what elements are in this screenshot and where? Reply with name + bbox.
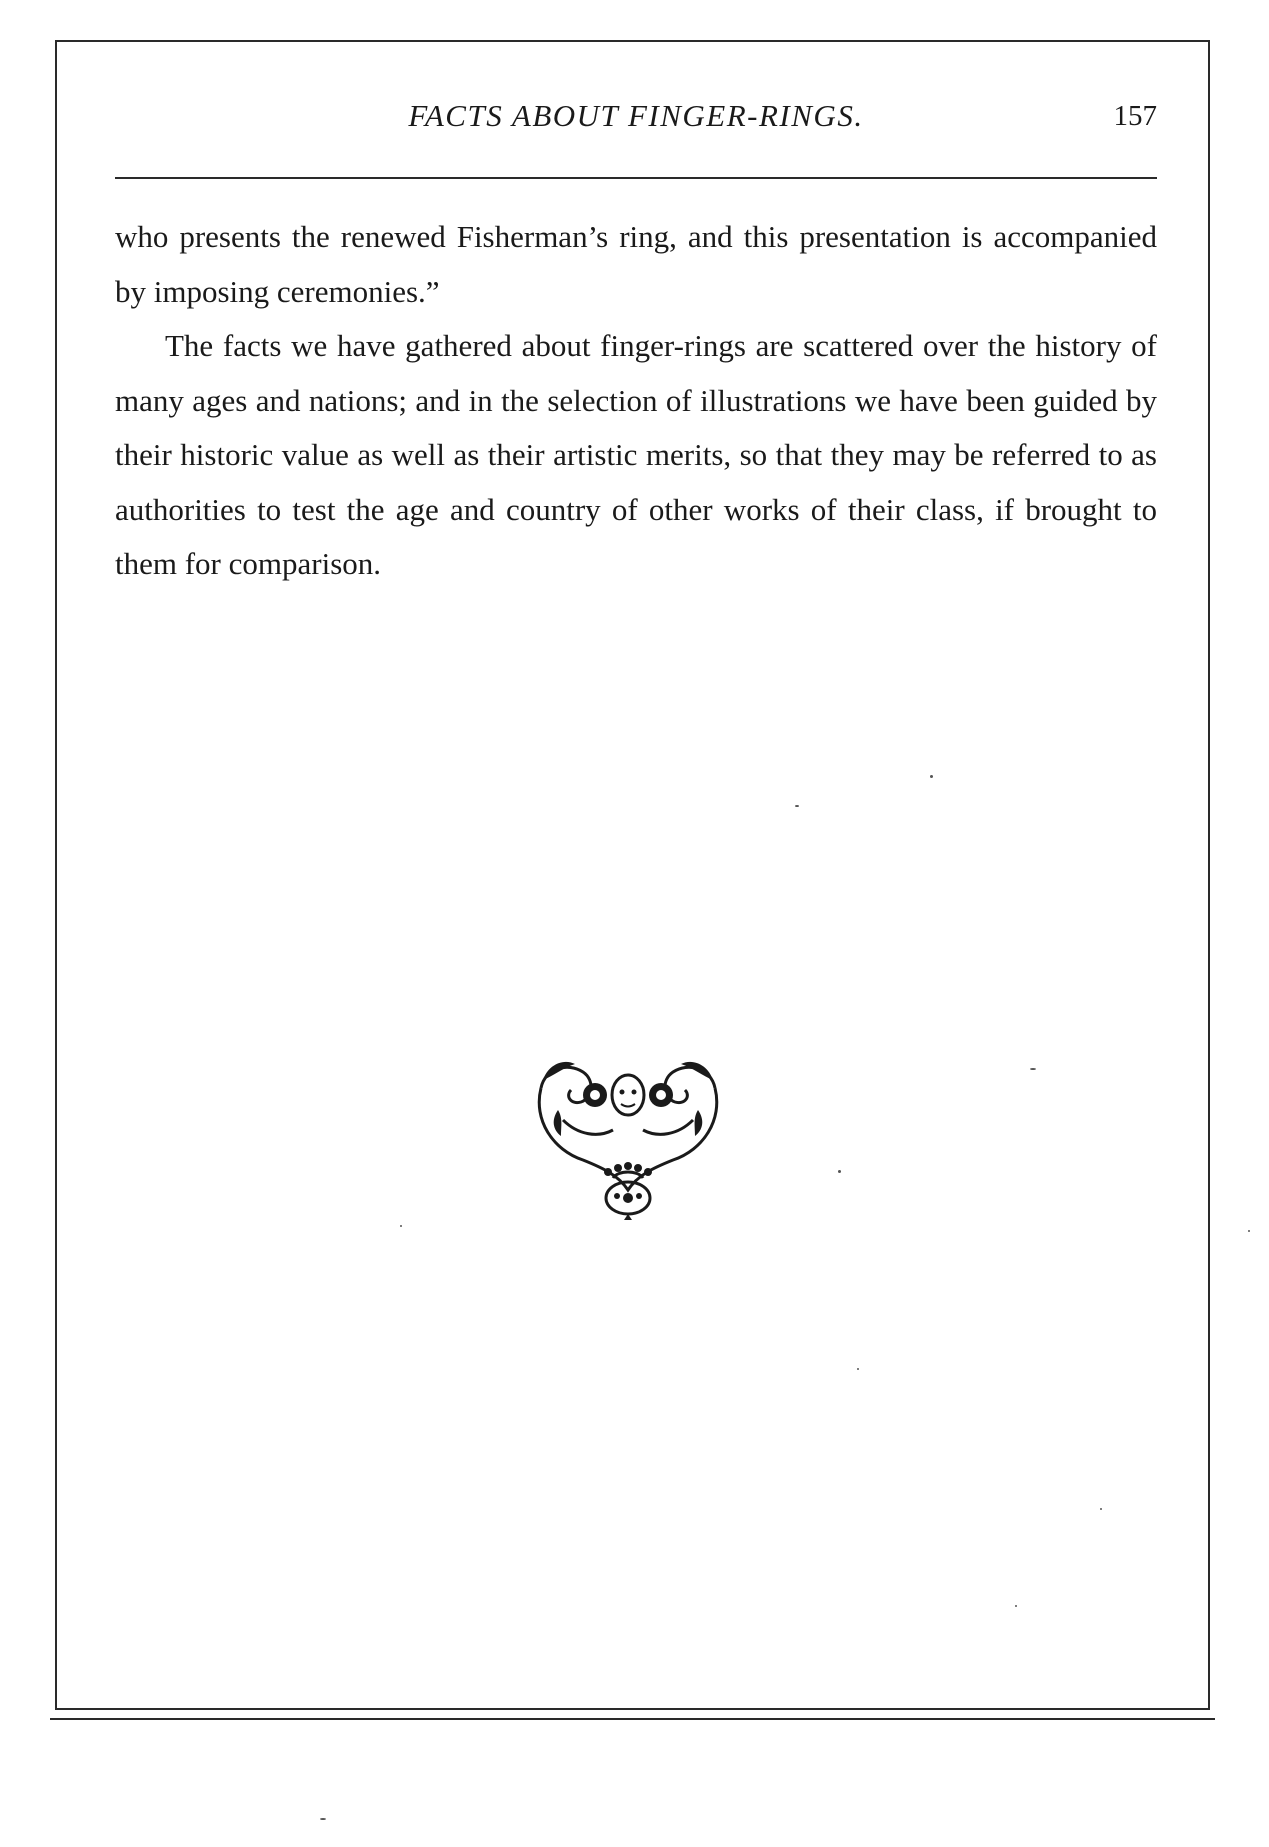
running-title: FACTS ABOUT FINGER-RINGS.	[408, 98, 864, 133]
paper-speck	[320, 1818, 326, 1820]
paper-speck	[838, 1170, 841, 1173]
header-rule	[115, 177, 1157, 179]
paper-speck	[857, 1368, 859, 1370]
paper-speck	[1100, 1508, 1102, 1510]
tailpiece-ornament-icon	[523, 1050, 733, 1220]
page-number: 157	[1113, 100, 1157, 132]
paper-speck	[1030, 1068, 1036, 1070]
paper-speck	[930, 775, 933, 778]
paper-speck	[400, 1225, 402, 1227]
frame-bottom-rule	[50, 1718, 1215, 1720]
paper-speck	[795, 805, 799, 807]
body-text	[115, 210, 1157, 592]
paragraph-continuation: who presents the renewed Fisherman’s ring, and this presentation is accompanied by imposing ceremonies.”	[115, 219, 1157, 309]
running-head	[115, 98, 1157, 138]
paper-speck	[1248, 1230, 1250, 1232]
paper-speck	[1015, 1605, 1017, 1607]
paragraph: The facts we have gathered about finger-rings are scattered over the history of many ages and nations; and in the selection of illustrations we have been guided by their historic value as well as their artistic merits, so that they may be referred to as authorities to test the age and country of other works of their class, if brought to them for comparison.	[115, 328, 1157, 581]
